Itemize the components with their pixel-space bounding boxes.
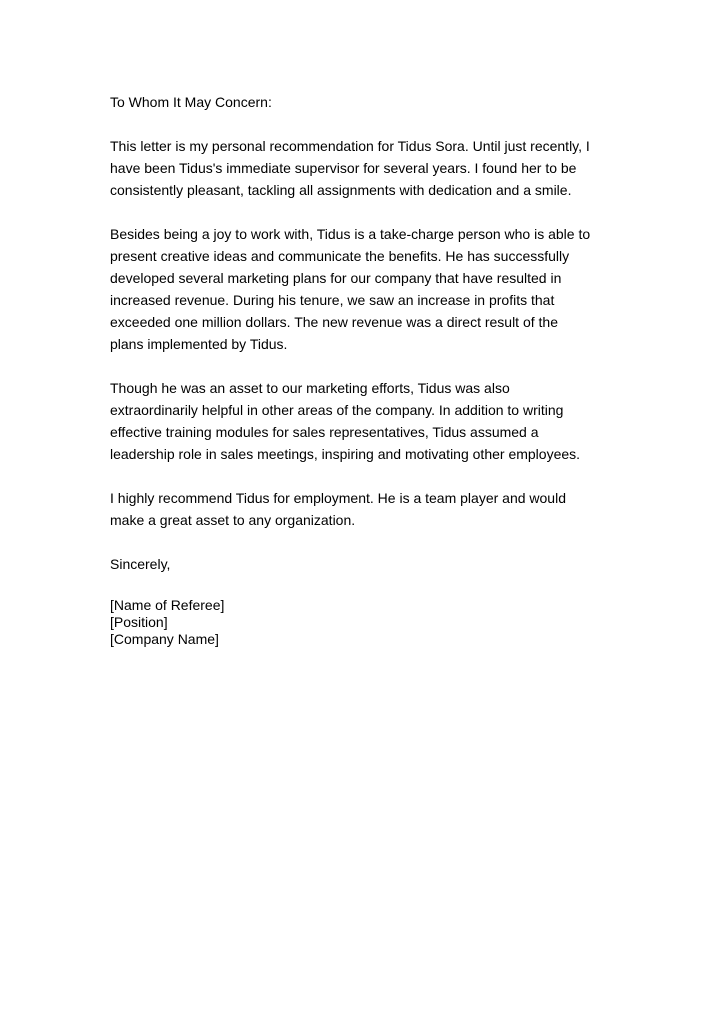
paragraph-line: Besides being a joy to work with, Tidus is a take-charge person who is able to (110, 226, 591, 242)
paragraph-line: consistently pleasant, tackling all assignments with dedication and a smile. (110, 182, 572, 198)
paragraph-line: present creative ideas and communicate the benefits. He has successfully (110, 248, 570, 264)
closing-block (110, 553, 650, 575)
referee-company: [Company Name] (110, 631, 219, 647)
closing: Sincerely, (110, 556, 171, 572)
paragraph-line: developed several marketing plans for our company that have resulted in (110, 270, 562, 286)
paragraph-1 (110, 135, 650, 201)
salutation: To Whom It May Concern: (110, 94, 272, 110)
paragraph-line: Though he was an asset to our marketing efforts, Tidus was also (110, 380, 510, 396)
paragraph-line: plans implemented by Tidus. (110, 336, 288, 352)
salutation-block (110, 91, 650, 113)
paragraph-4 (110, 487, 650, 531)
paragraph-3 (110, 377, 650, 465)
paragraph-line: leadership role in sales meetings, inspiring and motivating other employees. (110, 446, 581, 462)
paragraph-line: make a great asset to any organization. (110, 512, 356, 528)
paragraph-line: extraordinarily helpful in other areas of the company. In addition to writing (110, 402, 564, 418)
paragraph-line: effective training modules for sales representatives, Tidus assumed a (110, 424, 539, 440)
signature-block (110, 597, 650, 648)
referee-position: [Position] (110, 614, 168, 630)
paragraph-line: This letter is my personal recommendation for Tidus Sora. Until just recently, I (110, 138, 590, 154)
recommendation-letter (110, 91, 650, 648)
paragraph-line: increased revenue. During his tenure, we saw an increase in profits that (110, 292, 555, 308)
paragraph-line: exceeded one million dollars. The new revenue was a direct result of the (110, 314, 558, 330)
paragraph-line: I highly recommend Tidus for employment. He is a team player and would (110, 490, 566, 506)
paragraph-line: have been Tidus's immediate supervisor for several years. I found her to be (110, 160, 577, 176)
paragraph-2 (110, 223, 650, 355)
referee-name: [Name of Referee] (110, 597, 225, 613)
